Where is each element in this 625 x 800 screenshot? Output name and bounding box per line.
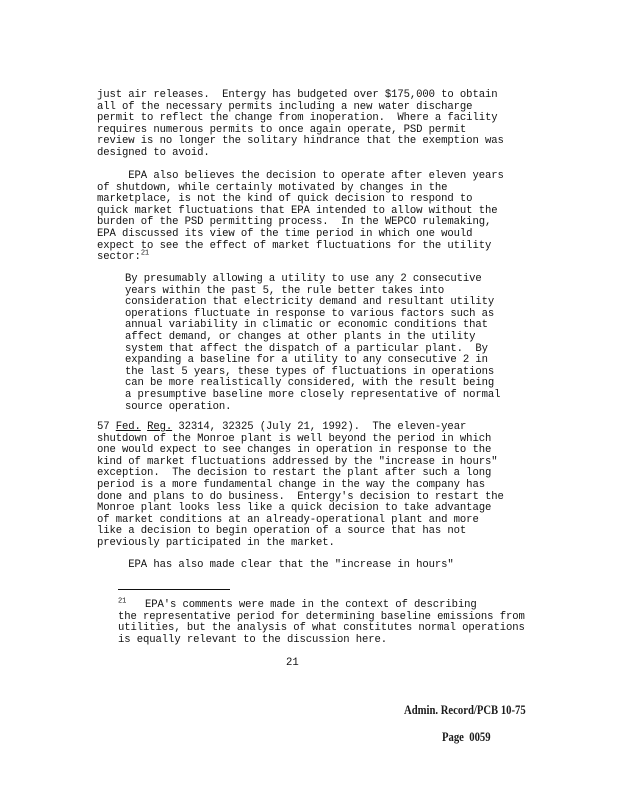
text-fragment: 57 (97, 421, 116, 433)
page-number: 21 (286, 657, 299, 669)
text-fragment: EPA's comments were made in the context of describing (126, 599, 477, 611)
text-line: all of the necessary permits including a new water discharge (97, 100, 473, 113)
quote-line: consideration that electricity demand and resultant utility (125, 296, 495, 309)
citation-reg: Reg. (147, 421, 173, 433)
page-stamp: Page 0059 (442, 729, 491, 744)
admin-record-stamp: Admin. Record/PCB 10-75 (404, 702, 526, 717)
text-line: kind of market fluctuations addressed by the "increase in hours" (97, 455, 498, 468)
text-line: of shutdown, while certainly motivated by changes in the (97, 181, 448, 194)
quote-line: operations fluctuate in response to various factors such as (125, 307, 495, 320)
text-line: period is a more fundamental change in the way the company has (97, 478, 485, 491)
text-line: Monroe plant looks less like a quick decision to take advantage (97, 502, 492, 515)
text-line: burden of the PSD permitting process. In the WEPCO rulemaking, (97, 216, 492, 229)
footnote-line: is equally relevant to the discussion here. (118, 633, 388, 646)
text-line: requires numerous permits to once again operate, PSD permit (97, 123, 467, 136)
quote-line: system that affect the dispatch of a particular plant. By (125, 342, 488, 355)
text-fragment: sector: (97, 251, 141, 264)
text-line: of market conditions at an already-operational plant and more (97, 513, 479, 526)
text-line: quick market fluctuations that EPA intended to allow without the (97, 204, 498, 217)
text-line: marketplace, is not the kind of quick decision to respond to (97, 193, 473, 206)
quote-line: the last 5 years, these types of fluctuations in operations (125, 365, 495, 378)
citation-line (97, 422, 504, 434)
quote-line: can be more realistically considered, with the result being (125, 377, 495, 390)
citation-fed: Fed. (115, 421, 141, 433)
text-line (97, 249, 504, 264)
text-line: shutdown of the Monroe plant is well beyond the period in which (97, 432, 492, 445)
block-quote (125, 274, 500, 413)
quote-line: affect demand, or changes at other plants in the utility (125, 330, 476, 343)
text-line: just air releases. Entergy has budgeted over $175,000 to obtain (97, 89, 498, 101)
quote-line: a presumptive baseline more closely representative of normal (125, 388, 501, 401)
paragraph-monroe-shutdown (97, 422, 504, 550)
paragraph-entergy-permits (97, 90, 504, 160)
quote-line: expanding a baseline for a utility to any consecutive 2 in (125, 354, 488, 367)
text-line: EPA also believes the decision to operate after eleven years (97, 170, 504, 182)
text-line: done and plans to do business. Entergy's decision to restart the (97, 490, 504, 503)
quote-line: years within the past 5, the rule better takes into (125, 284, 445, 297)
footnote-reference: 21 (140, 249, 150, 258)
footnote-line: the representative period for determining baseline emissions from (118, 610, 525, 623)
paragraph-market-decision (97, 171, 504, 264)
text-line: previously participated in the market. (97, 536, 335, 549)
text-line: EPA discussed its view of the time period in which one would (97, 227, 473, 240)
text-line: EPA has also made clear that the "increase in hours" (97, 559, 454, 571)
text-line: review is no longer the solitary hindrance that the exemption was (97, 135, 504, 148)
quote-line: source operation. (125, 400, 232, 413)
quote-line: annual variability in climatic or economic conditions that (125, 319, 488, 332)
text-line: permit to reflect the change from inoperation. Where a facility (97, 112, 498, 125)
text-line: like a decision to begin operation of a source that has not (97, 525, 467, 538)
text-fragment: 32314, 32325 (July 21, 1992). The eleven-year (172, 421, 467, 433)
footnote-divider (118, 589, 230, 590)
footnote-line (118, 597, 525, 612)
footnote-number: 21 (118, 597, 127, 606)
paragraph-increase-in-hours (97, 560, 454, 572)
text-line: exception. The decision to restart the plant after such a long (97, 467, 492, 480)
footnote (118, 597, 525, 646)
footnote-line: utilities, but the analysis of what constitutes normal operations (118, 622, 525, 635)
text-line: designed to avoid. (97, 146, 210, 159)
text-line: expect to see the effect of market fluctuations for the utility (97, 239, 492, 252)
text-line: one would expect to see changes in operation in response to the (97, 444, 492, 457)
quote-line: By presumably allowing a utility to use any 2 consecutive (125, 273, 482, 285)
